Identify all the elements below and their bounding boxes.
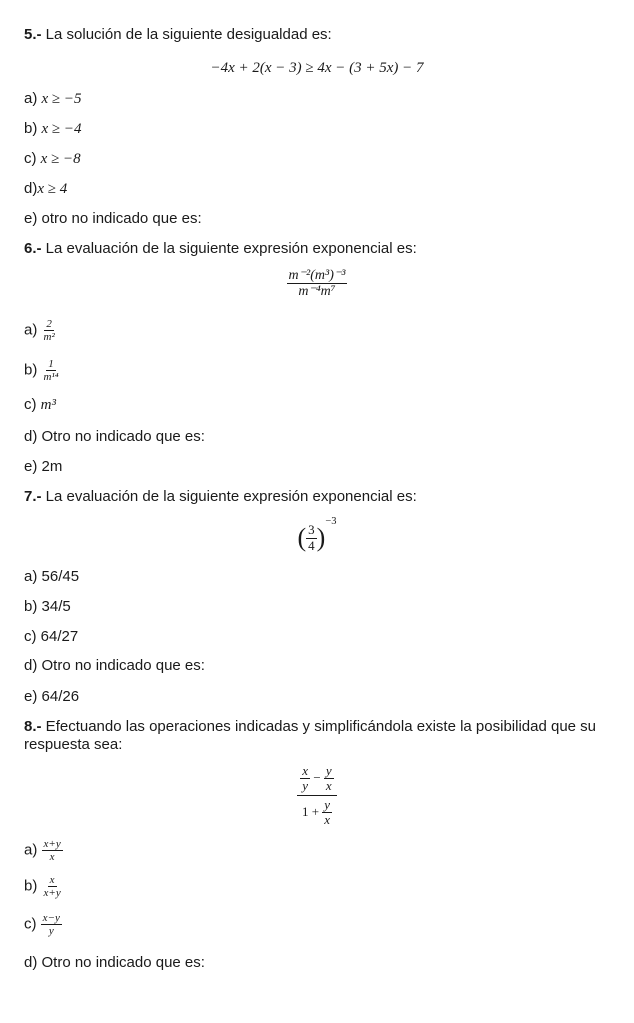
option-math: x ≥ −8: [40, 151, 81, 167]
q8-compound-numerator: [297, 764, 336, 796]
option-label: c): [24, 396, 41, 413]
q6-expr-denominator: m⁻⁴m⁷: [298, 284, 336, 300]
q7-expr-denominator: 4: [308, 537, 315, 553]
q7-option-d[interactable]: d) Otro no indicado que es:: [24, 657, 205, 674]
q8-option-a[interactable]: [24, 838, 63, 863]
q6-option-b[interactable]: [24, 358, 61, 383]
q6-option-e[interactable]: e) 2m: [24, 458, 63, 475]
q6-text: La evaluación de la siguiente expresión exponencial es:: [41, 240, 417, 257]
q8-expression: [0, 764, 634, 827]
q7-prompt: [24, 488, 417, 505]
option-den: x+y: [43, 887, 61, 900]
option-num: x: [49, 874, 55, 886]
option-label: a): [24, 321, 42, 339]
q6-number: 6.-: [24, 240, 42, 257]
q7-option-c[interactable]: c) 64/27: [24, 628, 79, 645]
q5-number: 5.-: [24, 26, 42, 43]
q7-option-e[interactable]: e) 64/26: [24, 688, 80, 705]
option-num: 2: [46, 318, 52, 330]
option-label: b): [24, 877, 42, 895]
q8-option-b[interactable]: [24, 874, 63, 899]
q7-option-a[interactable]: a) 56/45: [24, 568, 80, 585]
option-math: x ≥ 4: [37, 181, 68, 197]
q7-expr-exponent: −3: [325, 516, 337, 527]
q6-option-c[interactable]: [24, 396, 56, 414]
frac-num: x: [302, 763, 309, 778]
option-den: m²: [43, 331, 55, 344]
option-label: b): [24, 120, 42, 137]
option-math: m³: [40, 397, 57, 413]
q6-prompt: [24, 240, 417, 257]
frac-den: x: [325, 778, 332, 794]
option-label: c): [24, 915, 41, 933]
q6-expr-numerator: m⁻²(m³)⁻³: [288, 268, 346, 283]
q7-expr-numerator: 3: [308, 522, 315, 538]
frac-den: y: [302, 778, 309, 794]
option-label: c): [24, 150, 41, 167]
frac-den: x: [324, 811, 331, 827]
q7-text: La evaluación de la siguiente expresión exponencial es:: [41, 488, 417, 505]
q8-prompt-line2: respuesta sea:: [24, 736, 123, 753]
option-label: a): [24, 841, 42, 859]
q7-number: 7.-: [24, 488, 42, 505]
q8-number: 8.-: [24, 718, 42, 735]
q5-option-a[interactable]: [24, 90, 82, 108]
option-label: d): [24, 180, 38, 197]
minus-sign: −: [313, 769, 321, 785]
q7-option-b[interactable]: b) 34/5: [24, 598, 71, 615]
q5-option-b[interactable]: [24, 120, 82, 138]
q8-compound-denominator: [300, 796, 334, 828]
q6-expression: [0, 268, 634, 300]
option-math: x ≥ −5: [41, 91, 82, 107]
q5-option-e[interactable]: e) otro no indicado que es:: [24, 210, 202, 227]
q8-text: Efectuando las operaciones indicadas y simplificándola existe la posibilidad que su: [41, 718, 597, 735]
q8-prompt: [24, 718, 596, 735]
q6-option-d[interactable]: d) Otro no indicado que es:: [24, 428, 205, 445]
q6-option-a[interactable]: [24, 318, 57, 343]
q5-expression: −4x + 2(x − 3) ≥ 4x − (3 + 5x) − 7: [210, 60, 424, 76]
q8-option-d[interactable]: d) Otro no indicado que es:: [24, 954, 205, 971]
option-label: b): [24, 361, 42, 379]
q5-text: La solución de la siguiente desigualdad es:: [41, 26, 332, 43]
option-num: x−y: [42, 912, 60, 924]
frac-num: y: [325, 763, 332, 778]
q5-prompt: [24, 26, 332, 43]
one-plus: 1 +: [301, 803, 320, 819]
q7-expression: [0, 516, 634, 553]
option-math: x ≥ −4: [41, 121, 82, 137]
option-den: m¹⁴: [43, 371, 59, 384]
left-paren: (: [297, 523, 307, 553]
q5-option-d[interactable]: [24, 180, 67, 198]
option-den: y: [48, 925, 54, 938]
option-num: x+y: [43, 838, 61, 850]
option-num: 1: [48, 358, 54, 370]
right-paren: ): [316, 523, 326, 553]
frac-num: y: [324, 796, 331, 812]
option-den: x: [49, 851, 55, 864]
q8-option-c[interactable]: [24, 912, 62, 937]
q5-option-c[interactable]: [24, 150, 81, 168]
option-label: a): [24, 90, 42, 107]
